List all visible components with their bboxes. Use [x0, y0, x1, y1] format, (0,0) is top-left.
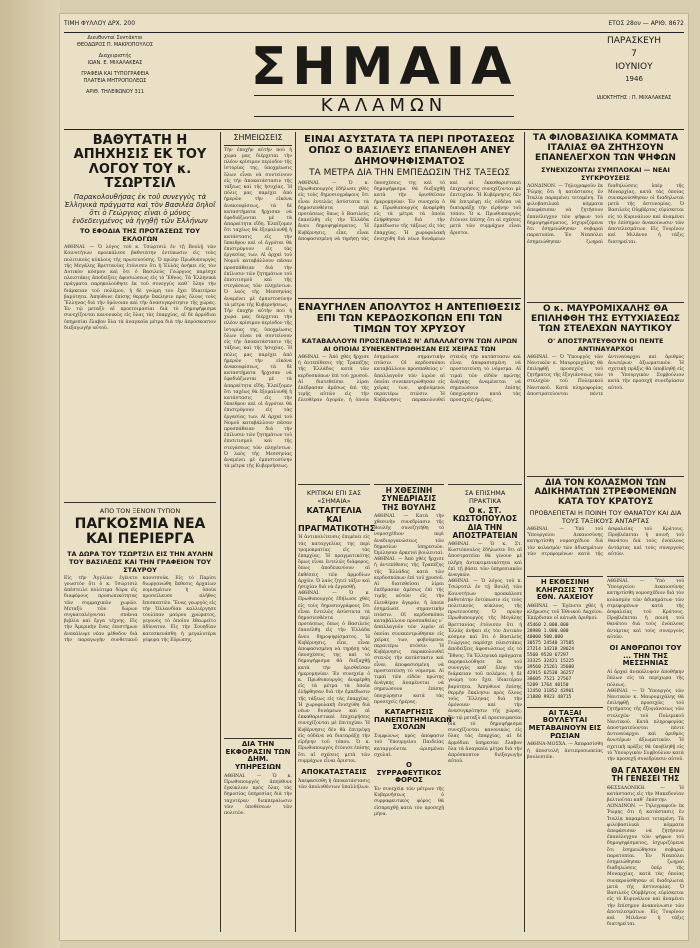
article-body: ΑΘΗΝΑΙ. — Ὁ κ. Πρωθυπουργὸς ἀπηύθυνε ἐγκύκλιον πρὸς ὅλας τὰς δημοσίας ὑπηρεσίας διὰ τὴν ταχυτέραν διεκπεραίωσιν τῶν ὑποθέσεων τῶν πολιτῶν.	[224, 773, 292, 816]
article-body: ΑΘΗΝΑΙ. — Ὑπὸ τοῦ Ὑπουργείου Δικαιοσύνης κατηρτίσθη νομοσχέδιον διὰ τὸν κολασμὸν τῶν ἀδικημάτων τῶν στρεφομένων κατὰ τῆς ἀσφαλείας τοῦ Κράτους. Προβλέπεται ἡ ποινὴ τοῦ θανάτου διὰ τοὺς ἐνόπλους ἀντάρτας καὶ τοὺς συνεργοὺς αὐτῶν.	[527, 527, 684, 557]
article-macedonia: ΑΘΗΝΑΙ. — Ὑπὸ τοῦ Ὑπουργείου Δικαιοσύνης κατηρτίσθη νομοσχέδιον διὰ τὸν κολασμὸν τῶν ἀδικημάτων τῶν στρεφομένων κατὰ τῆς ἀσφαλείας τοῦ Κράτους. Προβλέπεται ἡ ποινὴ τοῦ θανάτου διὰ τοὺς ἐνόπλους ἀντάρτας καὶ τοὺς συνεργοὺς αὐτῶν. ΟΙ ΑΝΘΡΩΠΟΙ ΤΟΥ ... ΤΗΝ ΤΗΣ ΜΕΣΣΗΝΙΑΣ Αἱ ἀρχαὶ ἀνεκάλυψαν ἀποθήκην ὅπλων εἰς τὰ περίχωρα τῆς πόλεως. ΑΘΗΝΑΙ. — Ὁ Ὑπουργὸς τῶν Ναυτικῶν κ. Μαυρομιχάλης θὰ ἐπιληφθῇ προσεχῶς τοῦ ζητήματος τῆς ἐξυγιάνσεως τῶν στελεχῶν τοῦ Πολεμικοῦ Ναυτικοῦ. Κατὰ πληροφορίας ἀποστρατεύονται πέντε ἀντιναύαρχοι καὶ ἀριθμὸς ἀνωτέρων ἀξιωματικῶν. Ἡ σχετικὴ πρᾶξις θὰ ὑποβληθῇ εἰς τὸ Ὑπουργικὸν Συμβούλιον κατὰ τὴν προσεχῆ συνεδρίασιν αὐτοῦ. ΘΑ ΓΑΤΑΧΘΗ ΕΝ ΤΗ ΓΕΝΕΣΕΙ ΤΗΣ ΘΕΣΣΑΛΟΝΙΚΗ. — Ἡ κατάστασις εἰς τὴν Μακεδονίαν βελτιοῦται καθ᾿ ἑκάστην. ΛΟΝΔΙΝΟΝ. — Τηλεγραφοῦν ἐκ Ῥώμης ὅτι ἡ κατάστασις ἐν Ἰταλίᾳ παραμένει τεταμένη. Τὰ φιλοβασιλικὰ κόμματα ἀπεφάσισαν νὰ ζητήσουν ἐπανέλεγχον τῶν ψήφων τοῦ δημοψηφίσματος, ἰσχυριζόμενα ὅτι ἐσημειώθησαν σοβαραὶ παρατυπίαι. Ἐν Νεαπόλει ἐσημειώθησαν ζωηραὶ διαδηλώσεις ὑπὲρ τῆς Μοναρχίας, κατὰ τὰς ὁποίας συνεκρούσθησαν οἱ διαδηλωταὶ μετὰ τῆς ἀστυνομίας. Ὁ Βασιλεὺς Οὐμβέρτος εὑρίσκεται εἰς τὸ Κυρινάλιον καὶ ἀναμένει τὴν ἐπίσημον ἀνακοίνωσιν τῶν ἀποτελεσμάτων. Εἰς Τουρῖνον καὶ Μιλᾶνον ἡ τάξις διατηρεῖται.	[607, 576, 684, 935]
column-rule	[524, 132, 525, 932]
article-body: ΑΘΗΝΑΙ. — Κατὰ τὴν χθεσινὴν συνεδρίασιν τῆς Βουλῆς συνεζητήθη τὸ νομοσχέδιον περὶ ἀναδιοργανώσεως τῶν δημοσίων ὑπηρεσιῶν. Ὡμίλησαν ἀρκετοὶ βουλευταί.	[374, 513, 444, 556]
headline: ΠΑΓΚΟΣΜΙΑ ΝΕΑ ΚΑΙ ΠΕΡΙΕΡΓΑ	[74, 516, 206, 548]
kicker: ΚΡΙΤΙΚΑΙ ΕΠΙ ΣΑΣ «ΣΗΜΑΙΑ»	[306, 489, 362, 505]
article-world-news	[64, 502, 216, 935]
article-body: ΑΘΗΝΑΙ. — Ὁ λόγος τοῦ κ. Τσώρτσιλ ἐν τῇ Βουλῇ τῶν Κοινοτήτων προεκάλεσε βαθυτάτην ἐντύπωσιν εἰς τοὺς πολιτικοὺς κύκλους τῆς πρωτευούσης. Ὁ πρώην Πρωθυπουργὸς τῆς Μεγάλης Βρεττανίας ἐτόνισεν ὅτι ἡ Ἑλλὰς ἀνήκει εἰς τὸν Δυτικὸν κόσμον καὶ ὅτι ὁ Βασιλεὺς Γεώργιος παρέσχε πλειστάκις ἀποδείξεις ἀφοσιώσεως εἰς τὸ Ἔθνος. Τὰ Ἑλληνικὰ πράγματα παρηκολούθησε ἐκ τοῦ συνεγγὺς καθ᾿ ὅλην τὴν διάρκειαν τοῦ πολέμου, ἡ δὲ γνώμη του ἔχει ἰδιαιτέραν βαρύτητα. Ἀπηύθυνε ἐπίσης θερμὴν ἔκκλησιν πρὸς ὅλους τοὺς Ἕλληνας διὰ τὴν ὁμόνοιαν καὶ τὴν ἀνασυγκρότησιν τῆς χώρας. Ἐν τῷ μεταξὺ αἱ προετοιμασίαι διὰ τὸ δημοψήφισμα συνεχίζονται κανονικῶς εἰς ὅλας τὰς ἐπαρχίας, αἱ δὲ ἁρμόδιαι ὑπηρεσίαι ἔλαβον ὅλα τὰ ἀναγκαῖα μέτρα διὰ τὴν ἀπρόσκοπτον διεξαγωγὴν αὐτοῦ.	[64, 245, 216, 331]
headline: ΑΙ ΤΑΞΑΙ ΒΟΥΛΕΥΤΑΙ ΜΕΤΑΒΑΙΝΟΥΝ ΕΙΣ ΡΩΣΙΑΝ	[528, 708, 602, 740]
article-body: ΛΟΝΔΙΝΟΝ. — Τηλεγραφοῦν ἐκ Ῥώμης ὅτι ἡ κατάστασις ἐν Ἰταλίᾳ παραμένει τεταμένη. Τὰ φιλοβασιλικὰ κόμματα ἀπεφάσισαν νὰ ζητήσουν ἐπανέλεγχον τῶν ψήφων τοῦ δημοψηφίσματος, ἰσχυριζόμενα ὅτι ἐσημειώθησαν σοβαραὶ παρατυπίαι. Ἐν Νεαπόλει ἐσημειώθησαν ζωηραὶ διαδηλώσεις ὑπὲρ τῆς Μοναρχίας, κατὰ τὰς ὁποίας συνεκρούσθησαν οἱ διαδηλωταὶ μετὰ τῆς ἀστυνομίας. Ὁ Βασιλεὺς Οὐμβέρτος εὑρίσκεται εἰς τὸ Κυρινάλιον καὶ ἀναμένει τὴν ἐπίσημον ἀνακοίνωσιν τῶν ἀποτελεσμάτων. Εἰς Τουρῖνον καὶ Μιλᾶνον ἡ τάξις διατηρεῖται.	[527, 183, 684, 245]
year-label: 1946	[625, 75, 643, 83]
subheadline: Ο' ΑΠΟΣΤΡΑΤΕΥΘΟΥΝ ΟΙ ΠΕΝΤΕ ΑΝΤΙΝΑΥΑΡΧΟΙ	[547, 336, 664, 353]
headline: Η ΕΚΘΕΣΙΝΗ ΚΛΗΡΩΣΙΣ ΤΟΥ ΕΘΝ. ΛΑΧΕΙΟΥ	[535, 578, 595, 602]
page-edge	[0, 0, 60, 948]
newspaper-page	[60, 14, 688, 940]
headline: ΘΑ ΓΑΤΑΧΘΗ ΕΝ ΤΗ ΓΕΝΕΣΕΙ ΤΗΣ	[611, 766, 680, 784]
headline: Η ΧΘΕΣΙΝΗ ΣΥΝΕΔΡΙΑΣΙΣ ΤΗΣ ΒΟΥΛΗΣ	[381, 486, 437, 512]
newspaper-title: ΣΗΜΑΙΑ	[250, 37, 518, 97]
article-italy	[527, 134, 684, 299]
article-body: Ἡ ἀντιπολίτευσις ἐπιμένει εἰς τὰς καταγγελίας της περὶ τρομοκρατίας εἰς τὰς ἐπαρχίας. Ἡ πραγματικότης ὅμως εἶναι ἐντελῶς διάφορος, ὅπως ἀποδεικνύουν αἱ ἐκθέσεις τῶν ἀρμοδίων ἀρχῶν. Ὁ λαὸς ζητεῖ τάξιν καὶ ἡσυχίαν διὰ νὰ ἐργασθῇ.	[298, 535, 370, 591]
subheadline: ΣΥΝΕΧΙΖΟΝΤΑΙ ΣΥΜΠΛΟΚΑΙ — ΝΕΑΙ ΣΥΓΚΡΟΥΣΕΙΣ	[541, 165, 670, 182]
headline: ΚΑΤΑΓΓΕΛΙΑ ΚΑΙ ΠΡΑΓΜΑΤΙΚΟΤΗΣ	[298, 506, 376, 533]
headline: Ο κ. ΜΑΥΡΟΜΙΧΑΛΗΣ ΘΑ ΕΠΙΛΗΦΘΗ ΤΗΣ ΕΥΤΥΧΙΑΣΕΩΣ ΤΩΝ ΣΤΕΛΕΧΩΝ ΝΑΥΤΙΚΟΥ	[530, 304, 681, 334]
article-kostopoulos: ΣΑ ΕΠΙΣΗΜΑ ΠΡΑΚΤΙΚΑ Ο κ. ΣΤ. ΚΩΣΤΟΠΟΥΛΟΣ ΔΙΑ ΤΗΝ ΑΠΟΣΤΡΑΤΕΙΑΝ ΑΘΗΝΑΙ. — Ὁ κ. Στ. Κωστόπουλος ἐδήλωσεν ὅτι αἱ ἀποστρατεῖαι θὰ γίνουν μὲ πλήρη ἀντικειμενικότητα καὶ ἐπὶ τῇ βάσει τῶν ὑπηρεσιακῶν ἀναγκῶν. ΑΘΗΝΑΙ. — Ὁ λόγος τοῦ κ. Τσώρτσιλ ἐν τῇ Βουλῇ τῶν Κοινοτήτων προεκάλεσε βαθυτάτην ἐντύπωσιν εἰς τοὺς πολιτικοὺς κύκλους τῆς πρωτευούσης. Ὁ πρώην Πρωθυπουργὸς τῆς Μεγάλης Βρεττανίας ἐτόνισεν ὅτι ἡ Ἑλλὰς ἀνήκει εἰς τὸν Δυτικὸν κόσμον καὶ ὅτι ὁ Βασιλεὺς Γεώργιος παρέσχε πλειστάκις ἀποδείξεις ἀφοσιώσεως εἰς τὸ Ἔθνος. Τὰ Ἑλληνικὰ πράγματα παρηκολούθησε ἐκ τοῦ συνεγγὺς καθ᾿ ὅλην τὴν διάρκειαν τοῦ πολέμου, ἡ δὲ γνώμη του ἔχει ἰδιαιτέραν βαρύτητα. Ἀπηύθυνε ἐπίσης θερμὴν ἔκκλησιν πρὸς ὅλους τοὺς Ἕλληνας διὰ τὴν ὁμόνοιαν καὶ τὴν ἀνασυγκρότησιν τῆς χώρας. Ἐν τῷ μεταξὺ αἱ προετοιμασίαι διὰ τὸ δημοψήφισμα συνεχίζονται κανονικῶς εἰς ὅλας τὰς ἐπαρχίας, αἱ δὲ ἁρμόδιαι ὑπηρεσίαι ἔλαβον ὅλα τὰ ἀναγκαῖα μέτρα διὰ τὴν ἀπρόσκοπτον διεξαγωγὴν αὐτοῦ.	[448, 484, 522, 935]
publisher-label: ΙΔΙΟΚΤΗΤΗΣ : Π. ΜΙΧΑΛΑΚΕΑΣ	[596, 95, 672, 101]
subheadline: ΤΑ ΔΩΡΑ ΤΟΥ ΤΣΩΡΤΣΙΛ ΕΙΣ ΤΗΝ ΑΥΛΗΝ ΤΟΥ ΒΑΣΙΛΕΩΣ ΚΑΙ ΤΗΝ ΓΡΑΦΕΙΟΝ ΤΟΥ ΣΤΑΥΡΟΥ	[67, 549, 213, 574]
article-body: Τὴν ἐποχὴν αὐτὴν ποὺ ἡ χώρα μας διέρχεται τὴν πλέον κρίσιμον περίοδον τῆς ἱστορίας της, ὑποχρέωσις ὅλων εἶναι νὰ συντείνουν εἰς τὴν ἀποκατάστασιν τῆς τάξεως καὶ τῆς ἡσυχίας. Ἡ πόλις μας παρέχει ἀπὸ ἡμερῶν τὴν εἰκόνα ἀνακουφίσεως, τὰ δὲ καταστήματα ἤρχισαν νὰ ἐφοδιάζωνται μὲ τὰ ἀπαραίτητα εἴδη. Ἐλπίζομεν ὅτι ταχέως θὰ ἐξομαλυνθῇ ἡ κατάστασις εἰς τὴν ὕπαιθρον καὶ οἱ ἀγρόται θὰ ἐπιστρέψουν εἰς τὰς ἐργασίας των. Αἱ ἀρχαὶ τοῦ Νομοῦ καταβάλλουν πᾶσαν προσπάθειαν διὰ τὴν ἐπίλυσιν τῶν ζητημάτων τοῦ ἐπισιτισμοῦ καὶ τῆς στεγάσεως τῶν πληγέντων. Ὁ λαὸς τῆς Μεσσηνίας ἀναμένει μὲ ἐμπιστοσύνην τὰ μέτρα τῆς Κυβερνήσεως.	[224, 147, 292, 308]
day-label: ΠΑΡΑΣΚΕΥΗ	[606, 36, 662, 46]
article-notes: ΣΗΜΕΙΩΣΕΙΣ Τὴν ἐποχὴν αὐτὴν ποὺ ἡ χώρα μας διέρχεται τὴν πλέον κρίσιμον περίοδον τῆς ἱστορίας της, ὑποχρέωσις ὅλων εἶναι νὰ συντείνουν εἰς τὴν ἀποκατάστασιν τῆς τάξεως καὶ τῆς ἡσυχίας. Ἡ πόλις μας παρέχει ἀπὸ ἡμερῶν τὴν εἰκόνα ἀνακουφίσεως, τὰ δὲ καταστήματα ἤρχισαν νὰ ἐφοδιάζωνται μὲ τὰ ἀπαραίτητα εἴδη. Ἐλπίζομεν ὅτι ταχέως θὰ ἐξομαλυνθῇ ἡ κατάστασις εἰς τὴν ὕπαιθρον καὶ οἱ ἀγρόται θὰ ἐπιστρέψουν εἰς τὰς ἐργασίας των. Αἱ ἀρχαὶ τοῦ Νομοῦ καταβάλλουν πᾶσαν προσπάθειαν διὰ τὴν ἐπίλυσιν τῶν ζητημάτων τοῦ ἐπισιτισμοῦ καὶ τῆς στεγάσεως τῶν πληγέντων. Ὁ λαὸς τῆς Μεσσηνίας ἀναμένει μὲ ἐμπιστοσύνην τὰ μέτρα τῆς Κυβερνήσεως. Τὴν ἐποχὴν αὐτὴν ποὺ ἡ χώρα μας διέρχεται τὴν πλέον κρίσιμον περίοδον τῆς ἱστορίας της, ὑποχρέωσις ὅλων εἶναι νὰ συντείνουν εἰς τὴν ἀποκατάστασιν τῆς τάξεως καὶ τῆς ἡσυχίας. Ἡ πόλις μας παρέχει ἀπὸ ἡμερῶν τὴν εἰκόνα ἀνακουφίσεως, τὰ δὲ καταστήματα ἤρχισαν νὰ ἐφοδιάζωνται μὲ τὰ ἀπαραίτητα εἴδη. Ἐλπίζομεν ὅτι ταχέως θὰ ἐξομαλυνθῇ ἡ κατάστασις εἰς τὴν ὕπαιθρον καὶ οἱ ἀγρόται θὰ ἐπιστρέψουν εἰς τὰς ἐργασίας των. Αἱ ἀρχαὶ τοῦ Νομοῦ καταβάλλουν πᾶσαν προσπάθειαν διὰ τὴν ἐπίλυσιν τῶν ζητημάτων τοῦ ἐπισιτισμοῦ καὶ τῆς στεγάσεως τῶν πληγέντων. Ὁ λαὸς τῆς Μεσσηνίας ἀναμένει μὲ ἐμπιστοσύνην τὰ μέτρα τῆς Κυβερνήσεως.	[224, 133, 292, 470]
headline: Ο ΣΥΡΡΑΦΕΥΤΙΚΟΣ ΦΟΡΟΣ	[376, 760, 442, 785]
lottery-numbers: 45460 2.000.000 28980 1.000.000 40000 500.000 30575 24540 37585 27214 14218 28624 5560 9520 67297 33325 32421 15225 39560 25261 35600 42915 62530 36257 38605 7521 27567 5289 1764 40150 12450 31852 43901 21880 9923 48715	[527, 622, 575, 700]
masthead-staff-box: Διευθυνταί Συντάκται ΘΕΟΔΩΡΟΣ Π. ΜΑΚΡΟΠΟΥΛΟΣ Διαχειριστής ΙΩΑΝ. Ε. ΜΙΧΑΛΑΚΕΑΣ ΓΡΑΦΕΙΑ ΚΑΙ ΤΥΠΟΓΡΑΦΕΙΑ ΠΛΑΤΕΙΑ ΜΗΤΡΟΠΟΛΕΩΣ ΑΡΙΘ. ΤΗΛΕΦΩΝΟΥ 311	[76, 35, 154, 95]
article-parliament: Η ΧΘΕΣΙΝΗ ΣΥΝΕΔΡΙΑΣΙΣ ΤΗΣ ΒΟΥΛΗΣ ΑΘΗΝΑΙ. — Κατὰ τὴν χθεσινὴν συνεδρίασιν τῆς Βουλῆς συνεζητήθη τὸ νομοσχέδιον περὶ ἀναδιοργανώσεως τῶν δημοσίων ὑπηρεσιῶν. Ὡμίλησαν ἀρκετοὶ βουλευταί. ΑΘΗΝΑΙ. — Ἀπὸ χθὲς ἤρχισε ἡ ἀντεπίθεσις τῆς Τραπέζης τῆς Ἑλλάδος κατὰ τῶν κερδοσκόπων ἐπὶ τοῦ χρυσοῦ. Αἱ διατεθεῖσαι λίραι ἐπέδρασαν ἀμέσως ἐπὶ τῆς τιμῆς αὐτῶν εἰς τὴν ἐλευθέραν ἀγοράν, ἡ ὁποία ἐσημείωσε σημαντικὴν πτῶσιν. Οἱ κερδοσκόποι καταβάλλουν προσπαθείας ν᾿ ἀπαλλαγοῦν τῶν λιρῶν αἱ ὁποῖαι συνεκεντρώθησαν εἰς χεῖρας των, φοβούμενοι περαιτέρω πτῶσιν. Ἡ Κυβέρνησις παρακολουθεῖ στενῶς τὴν κατάστασιν καὶ εἶναι ἀποφασισμένη νὰ προστατεύσῃ τὸ νόμισμα. Αἱ τιμαὶ τῶν εἰδῶν πρώτης ἀνάγκης ἀναμένεται νὰ σημειώσουν ἐπίσης ὑποχώρησιν κατὰ τὰς προσεχεῖς ἡμέρας. ΚΑΤΑΡΓΗΣΙΣ ΠΑΝΕΠΙΣΤΗΜΙΑΚΩΝ ΣΧΟΛΩΝ Συμφώνως πρὸς ἀπόφασιν τοῦ Ὑπουργείου Παιδείας καταργοῦνται ὡρισμέναι σχολαί. Ο ΣΥΡΡΑΦΕΥΤΙΚΟΣ ΦΟΡΟΣ Ἐν συνεχείᾳ τῶν μέτρων τῆς Κυβερνήσεως ὁ συρραφευτικὸς φόρος θὰ εἰσπραχθῇ κατὰ τὸν προσεχῆ μῆνα.	[374, 484, 444, 935]
subheadline: ΤΑ ΜΕΤΡΑ ΔΙΑ ΤΗΝ ΕΜΠΕΔΩΣΙΝ ΤΗΣ ΤΑΞΕΩΣ	[309, 168, 510, 178]
headline: ΕΝΑΥΓΗΛΕΝ ΑΠΟΛΥΤΟΣ Η ΑΝΤΕΠΙΘΕΣΙΣ ΕΠΙ ΤΩΝ ΚΕΡΔΟΣΚΟΠΩΝ ΕΠΙ ΤΩΝ ΤΙΜΩΝ ΤΟΥ ΧΡΥΣΟΥ	[298, 302, 521, 335]
newspaper-subtitle: ΚΑΛΑΜΩΝ	[254, 95, 514, 117]
article-complaint: ΚΡΙΤΙΚΑΙ ΕΠΙ ΣΑΣ «ΣΗΜΑΙΑ» ΚΑΤΑΓΓΕΛΙΑ ΚΑΙ ΠΡΑΓΜΑΤΙΚΟΤΗΣ Ἡ ἀντιπολίτευσις ἐπιμένει εἰς τὰς καταγγελίας της περὶ τρομοκρατίας εἰς τὰς ἐπαρχίας. Ἡ πραγματικότης ὅμως εἶναι ἐντελῶς διάφορος, ὅπως ἀποδεικνύουν αἱ ἐκθέσεις τῶν ἀρμοδίων ἀρχῶν. Ὁ λαὸς ζητεῖ τάξιν καὶ ἡσυχίαν διὰ νὰ ἐργασθῇ. ΑΘΗΝΑΙ. — Ὁ κ. Πρωθυπουργὸς ἐδήλωσε χθὲς εἰς τοὺς δημοσιογράφους ὅτι εἶναι ἐντελῶς ἀσύστατα τὰ δημοσιευθέντα περὶ προτάσεως ὅπως ὁ Βασιλεὺς ἐπανέλθῃ εἰς τὴν Ἑλλάδα ἄνευ δημοψηφίσματος. Ἡ Κυβέρνησις, εἶπε, εἶναι ἀποφασισμένη νὰ τηρήσῃ τὰς ὑποσχέσεις της καὶ τὸ δημοψήφισμα θὰ διεξαχθῇ κατὰ τὴν ὁρισθεῖσαν ἡμερομηνίαν. Ἐν συνεχείᾳ ὁ κ. Πρωθυπουργὸς ἀνεφέρθη εἰς τὰ μέτρα τὰ ὁποῖα ἐλήφθησαν διὰ τὴν ἐμπέδωσιν τῆς τάξεως εἰς τὰς ἐπαρχίας. Ἡ χωροφυλακὴ ἐνισχύθη διὰ νέων δυνάμεων καὶ αἱ ἐκκαθαριστικαὶ ἐπιχειρήσεις συνεχίζονται μὲ ἐπιτυχίαν. Ἡ Κυβέρνησις δὲν θὰ ἐπιτρέψῃ εἰς οὐδένα νὰ διαταράξῃ τὴν εἰρήνην τοῦ τόπου. Ὁ κ. Πρωθυπουργὸς ἐτόνισε ἐπίσης ὅτι αἱ σχέσεις μετὰ τῶν συμμάχων εἶναι ἄριστοι. ΑΠΟΚΑΤΑΣΤΑΣΙΣ Ἀπεφασίσθη ἡ ἀποκατάστασις τῶν ἀπολυθέντων ὑπαλλήλων.	[298, 484, 370, 935]
article-body: ΑΘΗΝΑΙ. — Ὁ Ὑπουργὸς τῶν Ναυτικῶν κ. Μαυρομιχάλης θὰ ἐπιληφθῇ προσεχῶς τοῦ ζητήματος τῆς ἐξυγιάνσεως τῶν στελεχῶν τοῦ Πολεμικοῦ Ναυτικοῦ. Κατὰ πληροφορίας ἀποστρατεύονται πέντε ἀντιναύαρχοι καὶ ἀριθμὸς ἀνωτέρων ἀξιωματικῶν. Ἡ σχετικὴ πρᾶξις θὰ ὑποβληθῇ εἰς τὸ Ὑπουργικὸν Συμβούλιον κατὰ τὴν προσεχῆ συνεδρίασιν αὐτοῦ.	[527, 354, 684, 397]
column-rule	[220, 132, 221, 932]
subheadline: ΠΡΟΒΛΕΠΕΤΑΙ Η ΠΟΙΝΗ ΤΟΥ ΘΑΝΑΤΟΥ ΚΑΙ ΔΙΑ ΤΟΥΣ ΤΑΞΙΚΟΥΣ ΑΝΤΑΡΤΑΣ	[529, 509, 682, 526]
article-body: ΑΘΗΝΑΙ. — Ἀπὸ χθὲς ἤρχισε ἡ ἀντεπίθεσις τῆς Τραπέζης τῆς Ἑλλάδος κατὰ τῶν κερδοσκόπων ἐπὶ τοῦ χρυσοῦ. Αἱ διατεθεῖσαι λίραι ἐπέδρασαν ἀμέσως ἐπὶ τῆς τιμῆς αὐτῶν εἰς τὴν ἐλευθέραν ἀγοράν, ἡ ὁποία ἐσημείωσε σημαντικὴν πτῶσιν. Οἱ κερδοσκόποι καταβάλλουν προσπαθείας ν᾿ ἀπαλλαγοῦν τῶν λιρῶν αἱ ὁποῖαι συνεκεντρώθησαν εἰς χεῖρας των, φοβούμενοι περαιτέρω πτῶσιν. Ἡ Κυβέρνησις παρακολουθεῖ στενῶς τὴν κατάστασιν καὶ εἶναι ἀποφασισμένη νὰ προστατεύσῃ τὸ νόμισμα. Αἱ τιμαὶ τῶν εἰδῶν πρώτης ἀνάγκης ἀναμένεται νὰ σημειώσουν ἐπίσης ὑποχώρησιν κατὰ τὰς προσεχεῖς ἡμέρας.	[298, 355, 521, 404]
article-churchill	[64, 134, 216, 499]
headline: ΚΑΤΑΡΓΗΣΙΣ ΠΑΝΕΠΙΣΤΗΜΙΑΚΩΝ ΣΧΟΛΩΝ	[374, 708, 453, 732]
article-public-services	[224, 738, 292, 935]
article-king-return	[298, 134, 521, 294]
subheadline: ΤΟ ΕΦΟΔΙΑ ΤΗΣ ΠΡΟΤΑΣΕΩΣ ΤΟΥ ΕΚΛΟΓΩΝ	[79, 227, 200, 244]
headline: ΣΗΜΕΙΩΣΕΙΣ	[224, 134, 292, 146]
month-label: ΙΟΥΝΙΟΥ	[615, 62, 653, 72]
column-rule	[295, 132, 296, 932]
headline: ΤΑ ΦΙΛΟΒΑΣΙΛΙΚΑ ΚΟΜΜΑΤΑ ΙΤΑΛΙΑΣ ΘΑ ΖΗΤΗΣΟΥΝ ΕΠΑΝΕΛΕΓΧΟΝ ΤΩΝ ΨΗΦΩΝ	[532, 133, 679, 163]
issue-info: ΕΤΟΣ 28ον — ΑΡΙΘ. 8672	[608, 20, 684, 27]
article-lottery: Η ΕΚΘΕΣΙΝΗ ΚΛΗΡΩΣΙΣ ΤΟΥ ΕΘΝ. ΛΑΧΕΙΟΥ ΑΘΗΝΑΙ. — Ἐγένετο χθὲς ἡ κλήρωσις τοῦ Ἐθνικοῦ Λαχείου. Ἐκέρδισαν οἱ κάτωθι ἀριθμοί: 45460 2.000.000 28980 1.000.000 40000 500.000 30575 24540 37585 27214 14218 28624 5560 9520 67297 33325 32421 15225 39560 25261 35600 42915 62530 36257 38605 7521 27567 5289 1764 40150 12450 31852 43901 21880 9923 48715 ΑΙ ΤΑΞΑΙ ΒΟΥΛΕΥΤΑΙ ΜΕΤΑΒΑΙΝΟΥΝ ΕΙΣ ΡΩΣΙΑΝ ΑΘΗΝΑ-ΜΟΣΧΑ. — Ἀπεφασίσθη ἡ ἀποστολὴ ἀντιπροσωπείας βουλευτῶν.	[527, 576, 603, 935]
lead: Παρακολουθήσας ἐκ τοῦ συνεγγὺς τὰ Ἑλληνικὰ πράγματα καὶ τὸν Βασιλέα δηλοῖ ὅτι ὁ Γεώργιος εἶναι ὁ μόνος ἐνδεδειγμένος νὰ ἡγηθῇ τῶν Ἑλλήνων	[64, 193, 216, 226]
article-navy	[527, 302, 684, 475]
article-body: ΑΘΗΝΑΙ. — Ὁ κ. Πρωθυπουργὸς ἐδήλωσε χθὲς εἰς τοὺς δημοσιογράφους ὅτι εἶναι ἐντελῶς ἀσύστατα τὰ δημοσιευθέντα περὶ προτάσεως ὅπως ὁ Βασιλεὺς ἐπανέλθῃ εἰς τὴν Ἑλλάδα ἄνευ δημοψηφίσματος. Ἡ Κυβέρνησις, εἶπε, εἶναι ἀποφασισμένη νὰ τηρήσῃ τὰς ὑποσχέσεις της καὶ τὸ δημοψήφισμα θὰ διεξαχθῇ κατὰ τὴν ὁρισθεῖσαν ἡμερομηνίαν. Ἐν συνεχείᾳ ὁ κ. Πρωθυπουργὸς ἀνεφέρθη εἰς τὰ μέτρα τὰ ὁποῖα ἐλήφθησαν διὰ τὴν ἐμπέδωσιν τῆς τάξεως εἰς τὰς ἐπαρχίας. Ἡ χωροφυλακὴ ἐνισχύθη διὰ νέων δυνάμεων καὶ αἱ ἐκκαθαριστικαὶ ἐπιχειρήσεις συνεχίζονται μὲ ἐπιτυχίαν. Ἡ Κυβέρνησις δὲν θὰ ἐπιτρέψῃ εἰς οὐδένα νὰ διαταράξῃ τὴν εἰρήνην τοῦ τόπου. Ὁ κ. Πρωθυπουργὸς ἐτόνισε ἐπίσης ὅτι αἱ σχέσεις μετὰ τῶν συμμάχων εἶναι ἄριστοι.	[298, 180, 521, 242]
article-state-crimes	[527, 476, 684, 575]
price-label: ΤΙΜΗ ΦΥΛΛΟΥ ΔΡΧ. 200	[64, 20, 136, 27]
headline: ΒΑΘΥΤΑΤΗ Η ΑΠΗΧΗΣΙΣ ΕΚ ΤΟΥ ΛΟΓΟΥ ΤΟΥ κ. ΤΣΩΡΤΣΙΛ	[73, 133, 207, 191]
kicker: ΑΠΟ ΤΟΝ ΞΕΝΟΝ ΤΥΠΟΝ	[99, 507, 181, 515]
date-number: 7	[631, 49, 637, 59]
headline: ΑΠΟΚΑΤΑΣΤΑΣΙΣ	[301, 767, 367, 776]
headline: ΔΙΑ ΤΟΝ ΚΟΛΑΣΜΟΝ ΤΩΝ ΑΔΙΚΗΜΑΤΩΝ ΣΤΡΕΦΟΜΕΝΩΝ ΚΑΤΑ ΤΟΥ ΚΡΑΤΟΥΣ	[534, 478, 677, 507]
headline: ΔΙΑ ΤΗΝ ΕΚΦΟΡΑΣΙΝ ΤΩΝ ΔΗΜ. ΥΠΗΡΕΣΙΩΝ	[225, 740, 291, 772]
headline: Ο κ. ΣΤ. ΚΩΣΤΟΠΟΥΛΟΣ ΔΙΑ ΤΗΝ ΑΠΟΣΤΡΑΤΕΙΑΝ	[452, 506, 518, 540]
headline: ΟΙ ΑΝΘΡΩΠΟΙ ΤΟΥ ... ΤΗΝ ΤΗΣ ΜΕΣΣΗΝΙΑΣ	[609, 644, 682, 668]
article-body: ΑΘΗΝΑΙ. — Ἐγένετο χθὲς ἡ κλήρωσις τοῦ Ἐθνικοῦ Λαχείου. Ἐκέρδισαν οἱ κάτωθι ἀριθμοί:	[527, 604, 603, 622]
date-box	[584, 35, 684, 104]
article-body: ΑΘΗΝΑΙ. — Ὁ κ. Στ. Κωστόπουλος ἐδήλωσεν ὅτι αἱ ἀποστρατεῖαι θὰ γίνουν μὲ πλήρη ἀντικειμενικότητα καὶ ἐπὶ τῇ βάσει τῶν ὑπηρεσιακῶν ἀναγκῶν.	[448, 542, 522, 579]
headline: ΕΙΝΑΙ ΑΣΥΣΤΑΤΑ ΤΑ ΠΕΡΙ ΠΡΟΤΑΣΕΩΣ ΟΠΩΣ Ο ΒΑΣΙΛΕΥΣ ΕΠΑΝΕΛΘΗ ΑΝΕΥ ΔΗΜΟΨΗΦΙΣΜΑΤΟΣ	[304, 134, 515, 167]
kicker: ΣΑ ΕΠΙΣΗΜΑ ΠΡΑΚΤΙΚΑ	[464, 489, 506, 505]
article-gold-prices	[298, 298, 521, 482]
article-body: Εἰς τὴν Ἀγγλίαν ἐγένετο γνωστὸν ὅτι ὁ κ. Τσώρτσιλ ἀπέστειλε πολύτιμα δῶρα εἰς διαφόρους προσωπικότητας τῶν συμμαχικῶν χωρῶν. Μεταξὺ τῶν δώρων συγκαταλέγονται σπάνια βιβλία καὶ ἔργα τέχνης. Εἰς τὴν Ἀμερικὴν ἕνας ἐπιστήμων ἀνεκάλυψε νέαν μέθοδον διὰ τὴν παραγωγὴν συνθετικοῦ καουτσούκ. Εἰς τὸ Παρίσι διωργανώθη ἔκθεσις ἀρχαίων νομισμάτων ἡ ὁποία προσείλκυσε πλῆθος ἐπισκεπτῶν. Ἕνας γεωργὸς εἰς τὴν Ὀλλανδίαν καλλιέργησε τουλίπαν μαύρου χρώματος, γεγονὸς τὸ ὁποῖον ἐθεωρεῖτο ἀδύνατον. Εἰς τὴν Σουηδίαν κατεσκευάσθη ἡ μεγαλυτέρα γέφυρα τῆς Εὐρώπης.	[64, 575, 216, 643]
masthead	[64, 32, 684, 130]
subheadline: ΚΑΤΑΒΑΛΛΟΥΝ ΠΡΟΣΠΑΘΕΙΑΣ Ν' ΑΠΑΛΛΑΓΟΥΝ ΤΩΝ ΛΙΡΩΝ ΑΙ ΟΠΟΙΑΙ ΣΥΝΕΚΕΝΤΡΩΘΗΣΑΝ ΕΙΣ ΧΕΙΡΑΣ ΤΩΝ	[301, 337, 518, 353]
